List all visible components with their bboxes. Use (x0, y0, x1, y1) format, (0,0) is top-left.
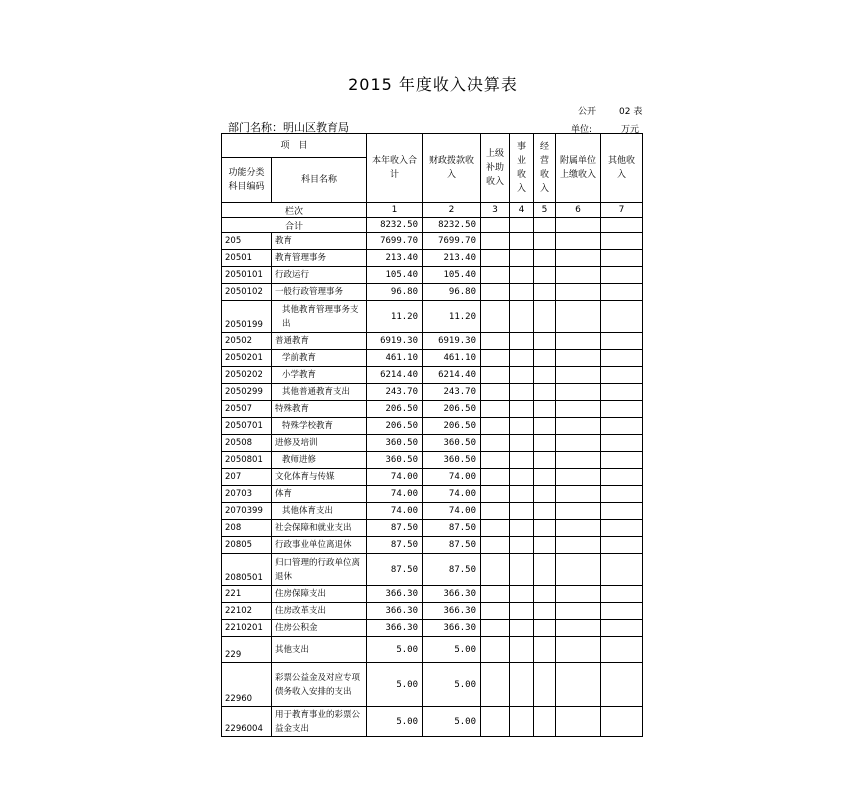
row-c1: 5.00 (367, 637, 423, 663)
row-empty-cell (534, 637, 556, 663)
row-empty-cell (601, 503, 643, 520)
row-empty-cell (601, 418, 643, 435)
row-empty-cell (534, 603, 556, 620)
row-c1: 213.40 (367, 250, 423, 267)
row-c1: 74.00 (367, 486, 423, 503)
row-empty-cell (601, 554, 643, 586)
row-empty-cell (481, 301, 510, 333)
row-empty-cell (481, 554, 510, 586)
row-empty-cell (556, 267, 601, 284)
row-empty-cell (481, 401, 510, 418)
row-code: 20501 (222, 250, 272, 267)
table-row (222, 554, 643, 586)
row-c2: 366.30 (423, 603, 481, 620)
row-name: 社会保障和就业支出 (272, 520, 367, 537)
row-empty-cell (534, 384, 556, 401)
row-empty-cell (534, 367, 556, 384)
row-c1: 5.00 (367, 663, 423, 707)
row-empty-cell (481, 418, 510, 435)
row-name: 其他体育支出 (272, 503, 367, 520)
total-col1: 8232.50 (367, 218, 423, 233)
row-c2: 6919.30 (423, 333, 481, 350)
row-c1: 5.00 (367, 707, 423, 737)
row-empty-cell (510, 452, 534, 469)
row-code: 2050102 (222, 284, 272, 301)
row-empty-cell (601, 267, 643, 284)
row-empty-cell (534, 284, 556, 301)
row-empty-cell (556, 554, 601, 586)
table-row (222, 452, 643, 469)
row-c1: 6919.30 (367, 333, 423, 350)
row-name: 特殊学校教育 (272, 418, 367, 435)
row-code: 20805 (222, 537, 272, 554)
row-empty-cell (481, 333, 510, 350)
row-empty-cell (481, 663, 510, 707)
row-name: 行政事业单位离退休 (272, 537, 367, 554)
table-row (222, 469, 643, 486)
row-empty-cell (534, 452, 556, 469)
table-row (222, 603, 643, 620)
row-code: 2050201 (222, 350, 272, 367)
row-c1: 360.50 (367, 435, 423, 452)
header-name: 科目名称 (272, 158, 367, 203)
row-empty-cell (481, 350, 510, 367)
unit-label: 单位: (571, 125, 593, 135)
row-empty-cell (556, 503, 601, 520)
row-c2: 87.50 (423, 520, 481, 537)
row-empty-cell (601, 384, 643, 401)
row-name: 文化体育与传媒 (272, 469, 367, 486)
row-empty-cell (510, 367, 534, 384)
row-empty-cell (601, 250, 643, 267)
row-code: 221 (222, 586, 272, 603)
row-code: 2050202 (222, 367, 272, 384)
row-empty-cell (510, 637, 534, 663)
row-c2: 5.00 (423, 707, 481, 737)
row-empty-cell (510, 350, 534, 367)
row-name: 归口管理的行政单位离退休 (272, 554, 367, 586)
row-empty-cell (556, 401, 601, 418)
table-row (222, 503, 643, 520)
total-row (222, 218, 643, 233)
row-empty-cell (481, 367, 510, 384)
row-empty-cell (556, 586, 601, 603)
index-3: 3 (481, 203, 510, 218)
row-empty-cell (534, 350, 556, 367)
row-empty-cell (510, 250, 534, 267)
row-c2: 213.40 (423, 250, 481, 267)
row-empty-cell (534, 486, 556, 503)
row-empty-cell (534, 233, 556, 250)
row-empty-cell (481, 503, 510, 520)
index-7: 7 (601, 203, 643, 218)
unit-value: 万元 (621, 125, 640, 135)
row-code: 2210201 (222, 620, 272, 637)
row-empty-cell (601, 663, 643, 707)
index-label: 栏次 (222, 203, 367, 218)
row-empty-cell (481, 707, 510, 737)
row-c1: 461.10 (367, 350, 423, 367)
row-name: 体育 (272, 486, 367, 503)
department-name: 部门名称：明山区教育局 (228, 121, 349, 134)
row-empty-cell (556, 452, 601, 469)
row-empty-cell (534, 267, 556, 284)
row-code: 205 (222, 233, 272, 250)
table-row (222, 284, 643, 301)
row-empty-cell (601, 469, 643, 486)
row-empty-cell (601, 233, 643, 250)
row-empty-cell (510, 554, 534, 586)
header-col7: 其他收入 (601, 134, 643, 203)
row-empty-cell (601, 707, 643, 737)
row-empty-cell (556, 663, 601, 707)
row-empty-cell (510, 503, 534, 520)
table-row (222, 586, 643, 603)
row-c1: 74.00 (367, 503, 423, 520)
row-empty-cell (556, 350, 601, 367)
table-row (222, 663, 643, 707)
row-empty-cell (556, 250, 601, 267)
table-row (222, 435, 643, 452)
row-name: 行政运行 (272, 267, 367, 284)
row-empty-cell (510, 401, 534, 418)
row-c2: 74.00 (423, 486, 481, 503)
table-row (222, 520, 643, 537)
index-4: 4 (510, 203, 534, 218)
row-empty-cell (481, 469, 510, 486)
row-c2: 360.50 (423, 435, 481, 452)
table-row (222, 233, 643, 250)
table-number: 02 表 (619, 107, 643, 117)
row-empty-cell (601, 486, 643, 503)
row-empty-cell (556, 233, 601, 250)
header-col2: 财政拨款收入 (423, 134, 481, 203)
table-row (222, 333, 643, 350)
row-empty-cell (534, 250, 556, 267)
header-col6: 附属单位上缴收入 (556, 134, 601, 203)
table-row (222, 486, 643, 503)
table-row (222, 637, 643, 663)
row-code: 207 (222, 469, 272, 486)
row-name: 学前教育 (272, 350, 367, 367)
row-c2: 243.70 (423, 384, 481, 401)
total-col2: 8232.50 (423, 218, 481, 233)
table-row (222, 350, 643, 367)
row-code: 2050101 (222, 267, 272, 284)
row-empty-cell (481, 250, 510, 267)
row-c1: 11.20 (367, 301, 423, 333)
row-empty-cell (510, 233, 534, 250)
row-empty-cell (556, 301, 601, 333)
row-code: 2050801 (222, 452, 272, 469)
row-name: 住房改革支出 (272, 603, 367, 620)
row-c2: 96.80 (423, 284, 481, 301)
row-code: 208 (222, 520, 272, 537)
row-c1: 366.30 (367, 620, 423, 637)
row-empty-cell (556, 707, 601, 737)
header-col5: 经营收入 (534, 134, 556, 203)
row-c2: 6214.40 (423, 367, 481, 384)
row-empty-cell (510, 384, 534, 401)
row-empty-cell (556, 284, 601, 301)
row-code: 20502 (222, 333, 272, 350)
row-c1: 105.40 (367, 267, 423, 284)
table-row (222, 401, 643, 418)
row-empty-cell (556, 435, 601, 452)
row-empty-cell (510, 520, 534, 537)
table-row (222, 620, 643, 637)
row-empty-cell (534, 333, 556, 350)
row-code: 2050199 (222, 301, 272, 333)
row-empty-cell (510, 469, 534, 486)
row-c2: 5.00 (423, 663, 481, 707)
row-empty-cell (481, 520, 510, 537)
row-empty-cell (481, 486, 510, 503)
row-name: 普通教育 (272, 333, 367, 350)
row-name: 进修及培训 (272, 435, 367, 452)
income-table (221, 133, 643, 737)
row-empty-cell (481, 284, 510, 301)
row-empty-cell (510, 301, 534, 333)
row-empty-cell (481, 637, 510, 663)
row-empty-cell (510, 707, 534, 737)
row-name: 教育 (272, 233, 367, 250)
row-c2: 74.00 (423, 469, 481, 486)
row-c1: 243.70 (367, 384, 423, 401)
row-empty-cell (556, 486, 601, 503)
row-empty-cell (534, 520, 556, 537)
row-empty-cell (534, 663, 556, 707)
row-empty-cell (481, 384, 510, 401)
row-empty-cell (534, 469, 556, 486)
table-row (222, 267, 643, 284)
row-code: 20507 (222, 401, 272, 418)
row-empty-cell (534, 554, 556, 586)
row-c1: 87.50 (367, 537, 423, 554)
index-row (222, 203, 643, 218)
row-name: 其他教育管理事务支出 (272, 301, 367, 333)
table-row (222, 418, 643, 435)
row-empty-cell (601, 284, 643, 301)
row-empty-cell (534, 707, 556, 737)
row-empty-cell (556, 333, 601, 350)
row-empty-cell (556, 537, 601, 554)
row-code: 22102 (222, 603, 272, 620)
row-empty-cell (510, 603, 534, 620)
row-empty-cell (601, 452, 643, 469)
table-row (222, 707, 643, 737)
row-empty-cell (510, 333, 534, 350)
header-col1: 本年收入合计 (367, 134, 423, 203)
row-empty-cell (481, 620, 510, 637)
row-empty-cell (556, 384, 601, 401)
row-c2: 7699.70 (423, 233, 481, 250)
row-code: 2050701 (222, 418, 272, 435)
row-c1: 74.00 (367, 469, 423, 486)
row-c2: 206.50 (423, 418, 481, 435)
row-empty-cell (534, 301, 556, 333)
row-name: 其他普通教育支出 (272, 384, 367, 401)
row-empty-cell (601, 367, 643, 384)
row-empty-cell (510, 586, 534, 603)
row-c1: 366.30 (367, 586, 423, 603)
public-label: 公开 (578, 107, 597, 117)
row-empty-cell (601, 520, 643, 537)
row-empty-cell (510, 620, 534, 637)
row-empty-cell (510, 435, 534, 452)
index-6: 6 (556, 203, 601, 218)
table-row (222, 537, 643, 554)
row-empty-cell (481, 603, 510, 620)
row-empty-cell (534, 537, 556, 554)
total-label: 合计 (222, 218, 367, 233)
row-c2: 105.40 (423, 267, 481, 284)
row-code: 20703 (222, 486, 272, 503)
index-2: 2 (423, 203, 481, 218)
row-c2: 5.00 (423, 637, 481, 663)
row-empty-cell (556, 418, 601, 435)
row-code: 20508 (222, 435, 272, 452)
row-empty-cell (601, 435, 643, 452)
row-empty-cell (481, 435, 510, 452)
row-name: 其他支出 (272, 637, 367, 663)
row-c2: 461.10 (423, 350, 481, 367)
row-empty-cell (481, 452, 510, 469)
row-empty-cell (510, 284, 534, 301)
row-c2: 206.50 (423, 401, 481, 418)
row-c1: 87.50 (367, 554, 423, 586)
row-code: 2080501 (222, 554, 272, 586)
row-c1: 360.50 (367, 452, 423, 469)
row-c1: 366.30 (367, 603, 423, 620)
header-item: 项 目 (222, 134, 367, 158)
row-empty-cell (556, 620, 601, 637)
row-empty-cell (481, 586, 510, 603)
row-empty-cell (601, 637, 643, 663)
row-empty-cell (534, 401, 556, 418)
row-c1: 206.50 (367, 401, 423, 418)
table-row (222, 367, 643, 384)
table-row (222, 301, 643, 333)
row-empty-cell (510, 537, 534, 554)
row-name: 特殊教育 (272, 401, 367, 418)
row-empty-cell (601, 620, 643, 637)
table-row (222, 384, 643, 401)
row-c2: 366.30 (423, 620, 481, 637)
row-empty-cell (556, 520, 601, 537)
row-empty-cell (601, 333, 643, 350)
row-empty-cell (534, 418, 556, 435)
report-title: 2015 年度收入决算表 (348, 75, 518, 94)
row-c2: 87.50 (423, 554, 481, 586)
row-empty-cell (510, 663, 534, 707)
row-empty-cell (481, 537, 510, 554)
row-empty-cell (601, 301, 643, 333)
row-empty-cell (481, 267, 510, 284)
row-empty-cell (556, 367, 601, 384)
row-name: 用于教育事业的彩票公益金支出 (272, 707, 367, 737)
row-empty-cell (481, 233, 510, 250)
header-col4: 事业收入 (510, 134, 534, 203)
row-c2: 360.50 (423, 452, 481, 469)
row-empty-cell (510, 267, 534, 284)
row-code: 22960 (222, 663, 272, 707)
index-5: 5 (534, 203, 556, 218)
row-name: 住房保障支出 (272, 586, 367, 603)
row-empty-cell (601, 603, 643, 620)
row-empty-cell (534, 620, 556, 637)
row-empty-cell (556, 637, 601, 663)
row-name: 小学教育 (272, 367, 367, 384)
index-1: 1 (367, 203, 423, 218)
row-empty-cell (601, 401, 643, 418)
row-code: 2070399 (222, 503, 272, 520)
row-empty-cell (534, 503, 556, 520)
row-empty-cell (556, 603, 601, 620)
row-empty-cell (601, 537, 643, 554)
row-c1: 7699.70 (367, 233, 423, 250)
row-empty-cell (601, 350, 643, 367)
row-code: 2050299 (222, 384, 272, 401)
row-c2: 87.50 (423, 537, 481, 554)
row-name: 教育管理事务 (272, 250, 367, 267)
row-name: 教师进修 (272, 452, 367, 469)
row-c2: 74.00 (423, 503, 481, 520)
table-row (222, 250, 643, 267)
row-empty-cell (510, 418, 534, 435)
row-empty-cell (534, 586, 556, 603)
row-c1: 206.50 (367, 418, 423, 435)
row-name: 一般行政管理事务 (272, 284, 367, 301)
row-c1: 96.80 (367, 284, 423, 301)
row-c1: 87.50 (367, 520, 423, 537)
row-code: 2296004 (222, 707, 272, 737)
row-name: 住房公积金 (272, 620, 367, 637)
row-empty-cell (601, 586, 643, 603)
row-name: 彩票公益金及对应专项债务收入安排的支出 (272, 663, 367, 707)
row-c2: 11.20 (423, 301, 481, 333)
row-empty-cell (556, 469, 601, 486)
row-code: 229 (222, 637, 272, 663)
row-empty-cell (510, 486, 534, 503)
header-col3: 上级补助收入 (481, 134, 510, 203)
header-code: 功能分类科目编码 (222, 158, 272, 203)
row-c1: 6214.40 (367, 367, 423, 384)
row-c2: 366.30 (423, 586, 481, 603)
row-empty-cell (534, 435, 556, 452)
